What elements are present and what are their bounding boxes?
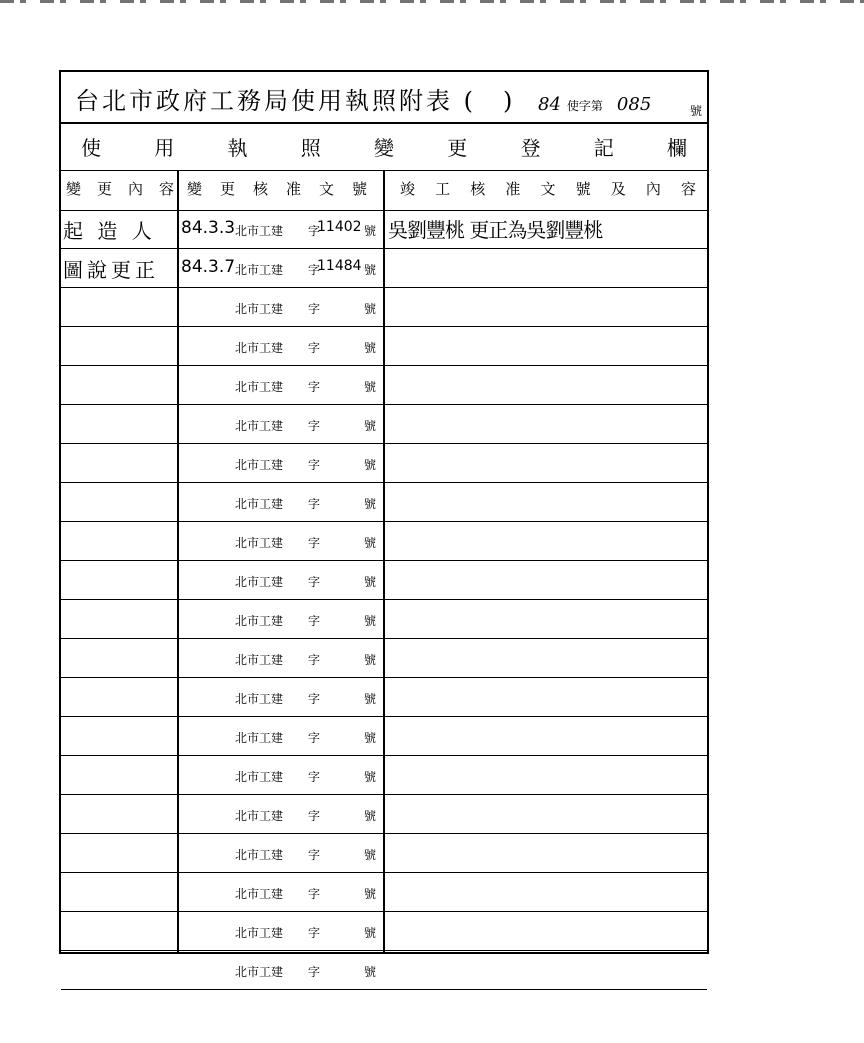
table-row	[61, 249, 707, 288]
number-suffix: 號	[364, 380, 377, 394]
department-code: 北市工建	[235, 926, 284, 940]
word-label: 字	[308, 731, 321, 745]
word-label: 字	[308, 809, 321, 823]
table-row	[61, 366, 707, 405]
number-suffix: 號	[364, 497, 377, 511]
table-row	[61, 561, 707, 600]
number-suffix: 號	[364, 731, 377, 745]
number-suffix: 號	[364, 224, 377, 238]
department-code: 北市工建	[235, 653, 284, 667]
department-code: 北市工建	[235, 731, 284, 745]
word-label: 字	[308, 926, 321, 940]
department-code: 北市工建	[235, 419, 284, 433]
table-row	[61, 795, 707, 834]
completion-content: 吳劉豐桃 更正為吳劉豐桃	[388, 218, 603, 242]
word-label: 字	[308, 224, 321, 238]
word-label: 字	[308, 770, 321, 784]
table-row	[61, 522, 707, 561]
number-suffix: 號	[364, 926, 377, 940]
table-row	[61, 210, 707, 249]
word-label: 字	[308, 692, 321, 706]
permit-no: 085	[616, 94, 652, 115]
department-code: 北市工建	[235, 302, 284, 316]
row-rule	[61, 989, 707, 991]
word-label: 字	[308, 341, 321, 355]
department-code: 北市工建	[235, 536, 284, 550]
department-code: 北市工建	[235, 224, 284, 238]
department-code: 北市工建	[235, 497, 284, 511]
word-label: 字	[308, 380, 321, 394]
document-number: 11484	[317, 258, 362, 274]
form-title: 台北市政府工務局使用執照附表 ( )	[75, 87, 516, 115]
number-suffix: 號	[364, 341, 377, 355]
number-suffix: 號	[364, 458, 377, 472]
approval-date: 84.3.3	[181, 218, 236, 238]
word-label: 字	[308, 302, 321, 316]
table-row	[61, 834, 707, 873]
change-item-cell: 圖說更正	[63, 258, 159, 282]
table-row	[61, 951, 707, 990]
department-code: 北市工建	[235, 458, 284, 472]
department-code: 北市工建	[235, 380, 284, 394]
department-code: 北市工建	[235, 887, 284, 901]
approval-date: 84.3.7	[181, 257, 236, 277]
change-item-cell: 起 造 人	[63, 219, 156, 243]
column-header-completion: 竣 工 核 准 文 號 及 內 容	[400, 180, 696, 198]
table-row	[61, 678, 707, 717]
change-log-table	[61, 210, 707, 990]
word-label: 字	[308, 419, 321, 433]
word-label: 字	[308, 887, 321, 901]
table-row	[61, 405, 707, 444]
number-suffix: 號	[364, 575, 377, 589]
department-code: 北市工建	[235, 770, 284, 784]
permit-year: 84	[538, 94, 561, 115]
scan-artifact	[0, 0, 864, 3]
table-row	[61, 717, 707, 756]
word-label: 字	[308, 458, 321, 472]
word-label: 字	[308, 263, 321, 277]
number-suffix: 號	[364, 887, 377, 901]
word-label: 字	[308, 536, 321, 550]
word-label: 字	[308, 497, 321, 511]
department-code: 北市工建	[235, 848, 284, 862]
number-suffix: 號	[364, 614, 377, 628]
table-row	[61, 600, 707, 639]
table-row	[61, 639, 707, 678]
section-title: 使 用 執 照 變 更 登 記 欄	[81, 136, 687, 160]
number-suffix: 號	[364, 848, 377, 862]
department-code: 北市工建	[235, 575, 284, 589]
word-label: 字	[308, 653, 321, 667]
title-row	[61, 72, 707, 124]
table-row	[61, 444, 707, 483]
department-code: 北市工建	[235, 263, 284, 277]
number-suffix: 號	[364, 965, 377, 979]
permit-word: 使字第	[566, 99, 603, 113]
table-row	[61, 327, 707, 366]
word-label: 字	[308, 575, 321, 589]
section-row	[61, 124, 707, 171]
word-label: 字	[308, 614, 321, 628]
table-row	[61, 912, 707, 951]
permit-form	[59, 70, 709, 979]
department-code: 北市工建	[235, 614, 284, 628]
number-suffix: 號	[364, 653, 377, 667]
number-suffix: 號	[364, 692, 377, 706]
number-suffix: 號	[364, 263, 377, 277]
word-label: 字	[308, 848, 321, 862]
table-row	[61, 483, 707, 522]
table-row	[61, 873, 707, 912]
permit-suffix: 號	[690, 104, 703, 118]
number-suffix: 號	[364, 809, 377, 823]
column-header-approval-doc: 變 更 核 准 文 號	[187, 180, 367, 198]
document-number: 11402	[317, 219, 362, 235]
word-label: 字	[308, 965, 321, 979]
number-suffix: 號	[364, 302, 377, 316]
department-code: 北市工建	[235, 809, 284, 823]
department-code: 北市工建	[235, 692, 284, 706]
table-row	[61, 756, 707, 795]
number-suffix: 號	[364, 770, 377, 784]
column-header-change-item: 變 更 內 容	[66, 180, 174, 198]
department-code: 北市工建	[235, 341, 284, 355]
department-code: 北市工建	[235, 965, 284, 979]
number-suffix: 號	[364, 419, 377, 433]
permit-number	[538, 94, 703, 118]
table-row	[61, 288, 707, 327]
number-suffix: 號	[364, 536, 377, 550]
